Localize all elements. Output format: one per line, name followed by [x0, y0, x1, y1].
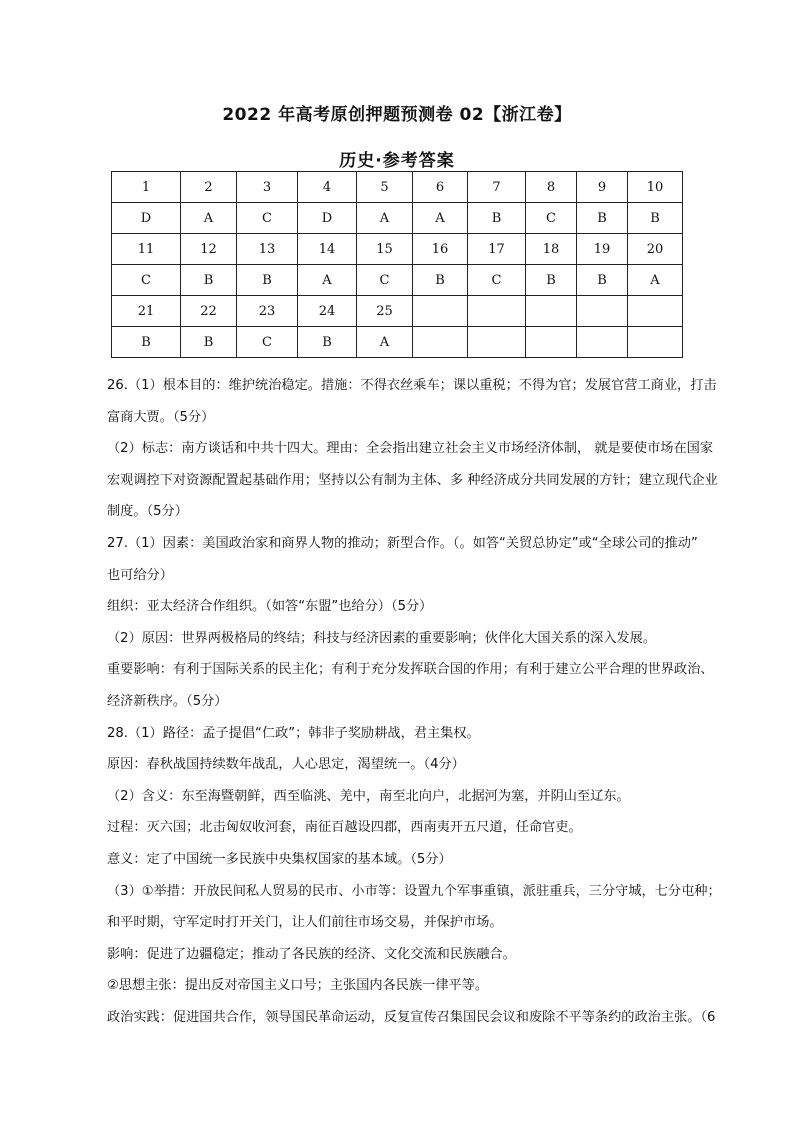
question-number-cell: 7 — [468, 172, 526, 203]
question-number-row — [112, 296, 683, 327]
question-number-cell: 22 — [181, 296, 237, 327]
answer-cell: B — [628, 203, 683, 234]
answer-cell: B — [237, 265, 298, 296]
answer-line: 27.（1）因素：美国政治家和商界人物的推动；新型合作。（。如答“关贸总协定”或“全球公司的推动” — [107, 535, 698, 551]
question-number-cell: 18 — [526, 234, 577, 265]
question-number-cell: 12 — [181, 234, 237, 265]
answer-cell: B — [112, 327, 181, 358]
answer-cell: C — [357, 265, 413, 296]
answer-cell — [413, 327, 468, 358]
question-number-cell — [577, 296, 628, 327]
answer-cell: B — [577, 203, 628, 234]
question-number-cell — [628, 296, 683, 327]
answer-cell: C — [112, 265, 181, 296]
question-number-cell: 19 — [577, 234, 628, 265]
question-number-cell: 1 — [112, 172, 181, 203]
answer-cell: B — [468, 203, 526, 234]
answer-cell: B — [181, 327, 237, 358]
answer-line: 原因：春秋战国持续数年战乱，人心思定，渴望统一。（4分） — [107, 757, 465, 773]
answer-line: 组织：亚太经济合作组织。（如答“东盟”也给分）（5分） — [107, 599, 433, 615]
question-number-cell: 8 — [526, 172, 577, 203]
answer-line: 经济新秩序。（5分） — [107, 693, 228, 709]
answer-cell: D — [112, 203, 181, 234]
answer-row — [112, 327, 683, 358]
document-title: 2022 年高考原创押题预测卷 02【浙江卷】 — [222, 105, 572, 125]
question-number-cell: 25 — [357, 296, 413, 327]
question-number-row — [112, 172, 683, 203]
answer-cell: B — [181, 265, 237, 296]
answer-cell: A — [413, 203, 468, 234]
answer-cell: B — [526, 265, 577, 296]
question-number-cell — [468, 296, 526, 327]
answer-line: 也可给分） — [107, 567, 173, 583]
answer-row — [112, 265, 683, 296]
answer-line: 政治实践：促进国共合作，领导国民革命运动，反复宣传召集国民会议和废除不平等条约的政治主张。（6 — [107, 1009, 716, 1025]
question-number-cell: 17 — [468, 234, 526, 265]
question-number-cell: 13 — [237, 234, 298, 265]
answer-cell: C — [468, 265, 526, 296]
answer-cell: C — [237, 203, 298, 234]
answer-line: （2）原因：世界两极格局的终结；科技与经济因素的重要影响；伙伴化大国关系的深入发展。 — [107, 630, 657, 646]
answer-line: 宏观调控下对资源配置起基础作用；坚持以公有制为主体、多 种经济成分共同发展的方针；建立现代企业 — [107, 472, 718, 488]
answer-cell — [468, 327, 526, 358]
answer-cell — [628, 327, 683, 358]
answer-cell: A — [628, 265, 683, 296]
answer-cell: B — [298, 327, 357, 358]
answer-cell: A — [357, 327, 413, 358]
question-number-cell: 2 — [181, 172, 237, 203]
question-number-cell: 20 — [628, 234, 683, 265]
answer-cell: C — [237, 327, 298, 358]
answer-line: 意义：定了中国统一多民族中央集权国家的基本域。（5分） — [107, 851, 452, 867]
question-number-cell: 24 — [298, 296, 357, 327]
answer-cell — [577, 327, 628, 358]
answer-line: （2）含义：东至海暨朝鲜，西至临洮、羌中，南至北向户，北据河为塞，并阴山至辽东。 — [107, 788, 630, 804]
answer-line: 28.（1）路径：孟子提倡“仁政”；韩非子奖励耕战，君主集权。 — [107, 725, 480, 741]
question-number-row — [112, 234, 683, 265]
answer-key-heading: 历史·参考答案 — [339, 151, 455, 171]
question-number-cell: 21 — [112, 296, 181, 327]
question-number-cell: 10 — [628, 172, 683, 203]
answer-line: 和平时期，守军定时打开关门，让人们前往市场交易，并保护市场。 — [107, 915, 503, 931]
answer-line: （2）标志：南方谈话和中共十四大。理由：全会指出建立社会主义市场经济体制， 就是要使市场在国家 — [107, 441, 714, 457]
answer-cell: B — [577, 265, 628, 296]
answer-line: 重要影响：有利于国际关系的民主化；有利于充分发挥联合国的作用；有利于建立公平合理的世界政治、 — [107, 662, 714, 678]
answer-line: 富商大贾。（5分） — [107, 409, 215, 425]
question-number-cell: 23 — [237, 296, 298, 327]
answer-line: 26.（1）根本目的：维护统治稳定。措施：不得衣丝乘车；课以重税；不得为官；发展官营工商业，打击 — [107, 378, 717, 393]
answer-cell: A — [357, 203, 413, 234]
question-number-cell: 14 — [298, 234, 357, 265]
answer-table — [111, 171, 683, 358]
question-number-cell: 4 — [298, 172, 357, 203]
question-number-cell — [526, 296, 577, 327]
question-number-cell: 3 — [237, 172, 298, 203]
answer-line: 过程：灭六国；北击匈奴收河套，南征百越设四郡，西南夷开五尺道，任命官吏。 — [107, 820, 582, 836]
question-number-cell: 9 — [577, 172, 628, 203]
answer-cell — [526, 327, 577, 358]
answer-explanations — [107, 370, 727, 1033]
answer-cell: A — [181, 203, 237, 234]
answer-line: ②思想主张：提出反对帝国主义口号；主张国内各民族一律平等。 — [107, 978, 489, 994]
answer-line: 制度。（5分） — [107, 504, 188, 520]
answer-row — [112, 203, 683, 234]
answer-cell: A — [298, 265, 357, 296]
question-number-cell: 5 — [357, 172, 413, 203]
question-number-cell: 6 — [413, 172, 468, 203]
answer-line: 影响：促进了边疆稳定；推动了各民族的经济、文化交流和民族融合。 — [107, 946, 516, 962]
question-number-cell — [413, 296, 468, 327]
question-number-cell: 15 — [357, 234, 413, 265]
answer-cell: C — [526, 203, 577, 234]
answer-cell: B — [413, 265, 468, 296]
question-number-cell: 11 — [112, 234, 181, 265]
answer-cell: D — [298, 203, 357, 234]
question-number-cell: 16 — [413, 234, 468, 265]
answer-line: （3）①举措：开放民间私人贸易的民市、小市等：设置九个军事重镇，派驻重兵，三分守城，七分屯种； — [107, 883, 721, 899]
